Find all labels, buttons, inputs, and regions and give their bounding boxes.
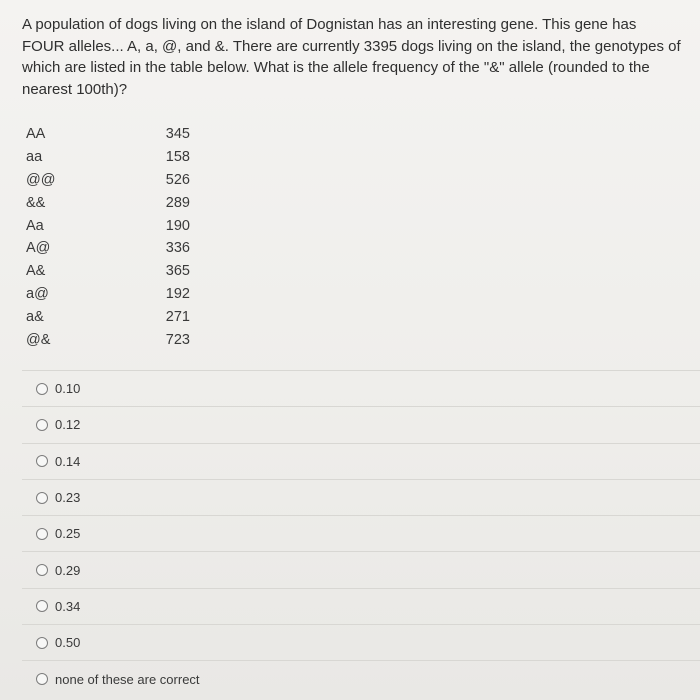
genotype-label: aa: [26, 149, 43, 166]
answer-option-label: none of these are correct: [55, 671, 200, 687]
table-row: [26, 328, 206, 351]
answer-option[interactable]: [22, 624, 700, 660]
answer-options: [22, 370, 700, 697]
answer-option[interactable]: [22, 406, 700, 442]
genotype-label: AA: [26, 126, 46, 143]
genotype-count: 723: [165, 331, 190, 348]
table-row: [26, 237, 206, 260]
genotype-table: [26, 123, 206, 351]
answer-option[interactable]: [22, 588, 700, 624]
radio-button[interactable]: [36, 637, 48, 649]
table-row: [26, 169, 206, 192]
radio-button[interactable]: [36, 419, 48, 431]
answer-option-label: 0.29: [55, 562, 81, 578]
table-row: [26, 283, 206, 306]
genotype-label: Aa: [26, 217, 44, 234]
answer-option-label: 0.14: [55, 453, 81, 469]
radio-button[interactable]: [36, 492, 48, 504]
radio-button[interactable]: [36, 564, 48, 576]
genotype-count: 365: [165, 263, 190, 280]
genotype-count: 289: [165, 194, 190, 211]
answer-option-label: 0.34: [55, 598, 81, 614]
genotype-count: 158: [165, 149, 190, 166]
radio-button[interactable]: [36, 600, 48, 612]
answer-option-label: 0.25: [55, 526, 81, 542]
radio-button[interactable]: [36, 383, 48, 395]
answer-option[interactable]: [22, 660, 700, 696]
answer-option[interactable]: [22, 515, 700, 551]
radio-button[interactable]: [36, 455, 48, 467]
genotype-label: @&: [26, 331, 51, 348]
genotype-label: A@: [26, 240, 51, 257]
radio-button[interactable]: [36, 673, 48, 685]
question-text: A population of dogs living on the island of Dognistan has an interesting gene. This gene has FOUR alleles... A, a, @, and &. There are currently 3395 dogs living on the island, the genotypes of which are listed in the table below. What is the allele frequency of the "&" allele (rounded to the nearest 100th)?: [22, 16, 681, 98]
genotype-count: 345: [165, 126, 190, 143]
answer-option[interactable]: [22, 479, 700, 515]
answer-option-label: 0.12: [55, 417, 81, 433]
genotype-count: 271: [165, 308, 190, 325]
genotype-count: 526: [165, 171, 190, 188]
genotype-label: @@: [26, 171, 56, 188]
genotype-count: 336: [165, 240, 190, 257]
table-row: [26, 260, 206, 283]
genotype-count: 192: [165, 285, 190, 302]
genotype-label: &&: [26, 194, 46, 211]
genotype-label: a@: [26, 285, 49, 302]
answer-option-label: 0.10: [55, 381, 81, 397]
table-row: [26, 214, 206, 237]
radio-button[interactable]: [36, 528, 48, 540]
table-row: [26, 146, 206, 169]
answer-option[interactable]: [22, 370, 700, 406]
genotype-count: 190: [165, 217, 190, 234]
answer-option[interactable]: [22, 443, 700, 479]
answer-option-label: 0.50: [55, 635, 81, 651]
answer-option-label: 0.23: [55, 490, 81, 506]
table-row: [26, 191, 206, 214]
answer-option[interactable]: [22, 551, 700, 587]
genotype-label: a&: [26, 308, 44, 325]
table-row: [26, 123, 206, 146]
genotype-label: A&: [26, 263, 46, 280]
table-row: [26, 305, 206, 328]
